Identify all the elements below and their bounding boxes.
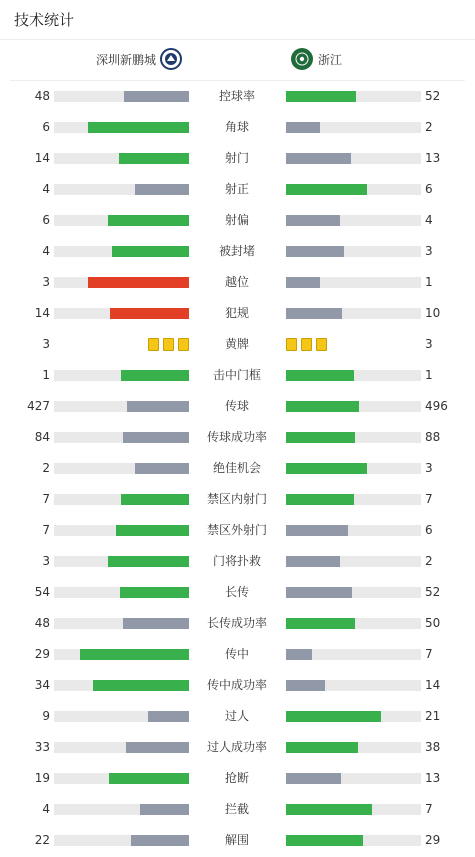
away-team-name: 浙江: [318, 52, 343, 67]
home-value: 54: [34, 585, 50, 599]
home-value: 22: [34, 833, 50, 847]
stat-row: [0, 422, 475, 453]
away-value: 6: [425, 182, 433, 196]
stat-label: 传球: [224, 399, 249, 413]
home-bar-fill: [123, 432, 189, 443]
home-value: 3: [42, 554, 50, 568]
home-bar: [54, 432, 189, 443]
away-value: 52: [425, 89, 441, 103]
away-bar-fill: [286, 184, 367, 195]
home-bar: [54, 153, 189, 164]
away-value: 1: [425, 275, 433, 289]
away-bar-fill: [286, 153, 351, 164]
home-bar-fill: [126, 742, 189, 753]
away-value: 3: [425, 461, 433, 475]
away-bar: [286, 773, 421, 784]
away-value: 1: [425, 368, 433, 382]
away-value: 52: [425, 585, 441, 599]
stat-label: 绝佳机会: [212, 461, 261, 475]
yellow-card-icon: [316, 338, 327, 351]
yellow-card-icon: [178, 338, 189, 351]
away-bar: [286, 680, 421, 691]
away-bar: [286, 587, 421, 598]
home-bar-fill: [88, 122, 189, 133]
home-bar: [54, 463, 189, 474]
away-bar: [286, 649, 421, 660]
home-value: 6: [42, 213, 50, 227]
away-team[interactable]: [291, 48, 342, 70]
away-bar-fill: [286, 804, 372, 815]
yellow-card-icon: [286, 338, 297, 351]
stat-row: [0, 360, 475, 391]
away-value: 10: [425, 306, 441, 320]
home-bar: [54, 525, 189, 536]
stat-row: [0, 143, 475, 174]
home-value: 14: [34, 306, 50, 320]
home-bar-fill: [93, 680, 189, 691]
stat-row: [0, 515, 475, 546]
stat-row: [0, 205, 475, 236]
away-value: 50: [425, 616, 441, 630]
away-value: 7: [425, 802, 433, 816]
home-team-logo-icon: [160, 48, 182, 70]
home-bar: [54, 246, 189, 257]
stat-label: 被封堵: [218, 244, 255, 258]
home-bar: [54, 308, 189, 319]
away-value: 3: [425, 337, 433, 351]
home-bar-fill: [80, 649, 189, 660]
away-bar: [286, 525, 421, 536]
away-bar: [286, 742, 421, 753]
home-bar-fill: [108, 556, 189, 567]
stat-row: [0, 484, 475, 515]
stat-label: 射正: [224, 182, 249, 196]
stat-row: [0, 546, 475, 577]
home-value: 1: [42, 368, 50, 382]
home-yellow-cards: [144, 338, 189, 351]
home-value: 3: [42, 275, 50, 289]
stats-header: [0, 0, 475, 40]
home-bar-fill: [88, 277, 189, 288]
home-bar-fill: [124, 91, 189, 102]
home-bar-fill: [148, 711, 189, 722]
home-bar-fill: [109, 773, 189, 784]
stat-row: [0, 577, 475, 608]
home-bar-fill: [108, 215, 189, 226]
away-value: 496: [425, 399, 448, 413]
away-bar-fill: [286, 649, 312, 660]
stat-label: 传中: [224, 647, 249, 661]
stat-row: [0, 825, 475, 856]
yellow-card-icon: [301, 338, 312, 351]
away-bar: [286, 494, 421, 505]
yellow-card-icon: [148, 338, 159, 351]
stat-row: [0, 670, 475, 701]
away-value: 29: [425, 833, 441, 847]
away-value: 38: [425, 740, 441, 754]
away-bar: [286, 556, 421, 567]
away-value: 6: [425, 523, 433, 537]
away-bar-fill: [286, 525, 348, 536]
home-team-name: 深圳新鹏城: [95, 52, 156, 67]
home-bar: [54, 680, 189, 691]
stat-row: [0, 329, 475, 360]
home-value: 427: [27, 399, 50, 413]
home-bar: [54, 587, 189, 598]
away-bar-fill: [286, 773, 341, 784]
stat-label: 传中成功率: [206, 678, 267, 692]
home-bar: [54, 215, 189, 226]
away-bar: [286, 153, 421, 164]
away-bar: [286, 215, 421, 226]
home-bar-fill: [127, 401, 189, 412]
away-value: 21: [425, 709, 441, 723]
away-bar: [286, 308, 421, 319]
home-value: 34: [34, 678, 50, 692]
away-bar: [286, 246, 421, 257]
stat-row: [0, 236, 475, 267]
away-bar-fill: [286, 308, 342, 319]
home-bar: [54, 401, 189, 412]
away-bar-fill: [286, 463, 367, 474]
home-bar: [54, 618, 189, 629]
away-bar-fill: [286, 587, 352, 598]
stat-row: [0, 174, 475, 205]
stat-row: [0, 639, 475, 670]
stats-list: [0, 81, 475, 856]
teams-row: [10, 40, 465, 81]
home-bar: [54, 773, 189, 784]
away-bar-fill: [286, 432, 355, 443]
home-bar: [54, 122, 189, 133]
home-value: 3: [42, 337, 50, 351]
home-bar: [54, 370, 189, 381]
home-bar-fill: [131, 835, 189, 846]
stat-row: [0, 112, 475, 143]
home-value: 14: [34, 151, 50, 165]
home-value: 4: [42, 802, 50, 816]
away-bar-fill: [286, 277, 320, 288]
stat-row: [0, 794, 475, 825]
home-bar-fill: [123, 618, 189, 629]
away-value: 2: [425, 554, 433, 568]
stat-row: [0, 298, 475, 329]
away-team-logo-icon: [291, 48, 313, 70]
away-bar-fill: [286, 680, 325, 691]
stat-row: [0, 267, 475, 298]
home-value: 7: [42, 523, 50, 537]
away-bar-fill: [286, 835, 363, 846]
away-value: 3: [425, 244, 433, 258]
away-value: 7: [425, 492, 433, 506]
home-value: 2: [42, 461, 50, 475]
page-title: 技术统计: [14, 11, 75, 29]
away-bar: [286, 618, 421, 629]
stat-label: 过人成功率: [206, 740, 267, 754]
home-value: 4: [42, 182, 50, 196]
stat-label: 门将扑救: [212, 554, 261, 568]
home-value: 33: [34, 740, 50, 754]
home-bar: [54, 91, 189, 102]
yellow-card-icon: [163, 338, 174, 351]
home-value: 6: [42, 120, 50, 134]
home-bar-fill: [110, 308, 189, 319]
away-bar: [286, 122, 421, 133]
home-team[interactable]: [96, 48, 182, 70]
away-value: 2: [425, 120, 433, 134]
away-bar-fill: [286, 401, 359, 412]
away-bar-fill: [286, 742, 358, 753]
stat-label: 长传成功率: [206, 616, 267, 630]
away-bar: [286, 711, 421, 722]
home-bar-fill: [135, 463, 189, 474]
stat-row: [0, 81, 475, 112]
home-bar: [54, 277, 189, 288]
home-bar: [54, 835, 189, 846]
stat-label: 击中门框: [212, 368, 261, 382]
away-value: 14: [425, 678, 441, 692]
home-value: 19: [34, 771, 50, 785]
away-bar-fill: [286, 215, 340, 226]
stat-label: 拦截: [224, 802, 249, 816]
away-bar: [286, 804, 421, 815]
stat-label: 角球: [224, 120, 249, 134]
stat-label: 越位: [224, 275, 249, 289]
away-bar-fill: [286, 91, 356, 102]
home-bar-fill: [120, 587, 189, 598]
home-bar: [54, 742, 189, 753]
away-bar: [286, 432, 421, 443]
stat-label: 禁区内射门: [206, 492, 267, 506]
away-bar-fill: [286, 711, 381, 722]
home-bar-fill: [119, 153, 189, 164]
stat-row: [0, 763, 475, 794]
home-bar-fill: [116, 525, 189, 536]
away-bar: [286, 277, 421, 288]
home-value: 29: [34, 647, 50, 661]
stat-row: [0, 732, 475, 763]
home-value: 4: [42, 244, 50, 258]
stat-label: 犯规: [224, 306, 249, 320]
away-bar-fill: [286, 370, 354, 381]
away-bar: [286, 463, 421, 474]
home-bar: [54, 494, 189, 505]
home-bar: [54, 556, 189, 567]
home-value: 9: [42, 709, 50, 723]
away-bar: [286, 184, 421, 195]
away-bar: [286, 370, 421, 381]
stat-label: 长传: [224, 585, 249, 599]
home-bar: [54, 711, 189, 722]
away-bar: [286, 91, 421, 102]
away-bar-fill: [286, 618, 355, 629]
home-bar-fill: [121, 370, 189, 381]
stat-label: 解围: [224, 833, 249, 847]
stat-label: 控球率: [218, 89, 255, 103]
home-value: 7: [42, 492, 50, 506]
stat-label: 黄牌: [224, 337, 249, 351]
away-value: 13: [425, 151, 441, 165]
home-bar-fill: [135, 184, 189, 195]
away-bar-fill: [286, 556, 340, 567]
away-bar-fill: [286, 246, 344, 257]
home-bar: [54, 184, 189, 195]
home-value: 48: [34, 89, 50, 103]
away-value: 4: [425, 213, 433, 227]
away-value: 7: [425, 647, 433, 661]
stat-row: [0, 391, 475, 422]
stat-label: 射门: [224, 151, 249, 165]
stat-label: 射偏: [224, 213, 249, 227]
away-bar-fill: [286, 494, 354, 505]
away-yellow-cards: [286, 338, 331, 351]
home-bar-fill: [140, 804, 189, 815]
home-value: 84: [34, 430, 50, 444]
home-bar: [54, 804, 189, 815]
stat-label: 过人: [224, 709, 249, 723]
home-value: 48: [34, 616, 50, 630]
home-bar-fill: [112, 246, 189, 257]
away-value: 88: [425, 430, 441, 444]
stat-row: [0, 608, 475, 639]
stat-row: [0, 453, 475, 484]
stat-row: [0, 701, 475, 732]
stat-label: 传球成功率: [206, 430, 267, 444]
stat-label: 抢断: [224, 771, 249, 785]
stat-label: 禁区外射门: [206, 523, 267, 537]
away-bar-fill: [286, 122, 320, 133]
home-bar-fill: [121, 494, 189, 505]
away-value: 13: [425, 771, 441, 785]
home-bar: [54, 649, 189, 660]
away-bar: [286, 401, 421, 412]
away-bar: [286, 835, 421, 846]
